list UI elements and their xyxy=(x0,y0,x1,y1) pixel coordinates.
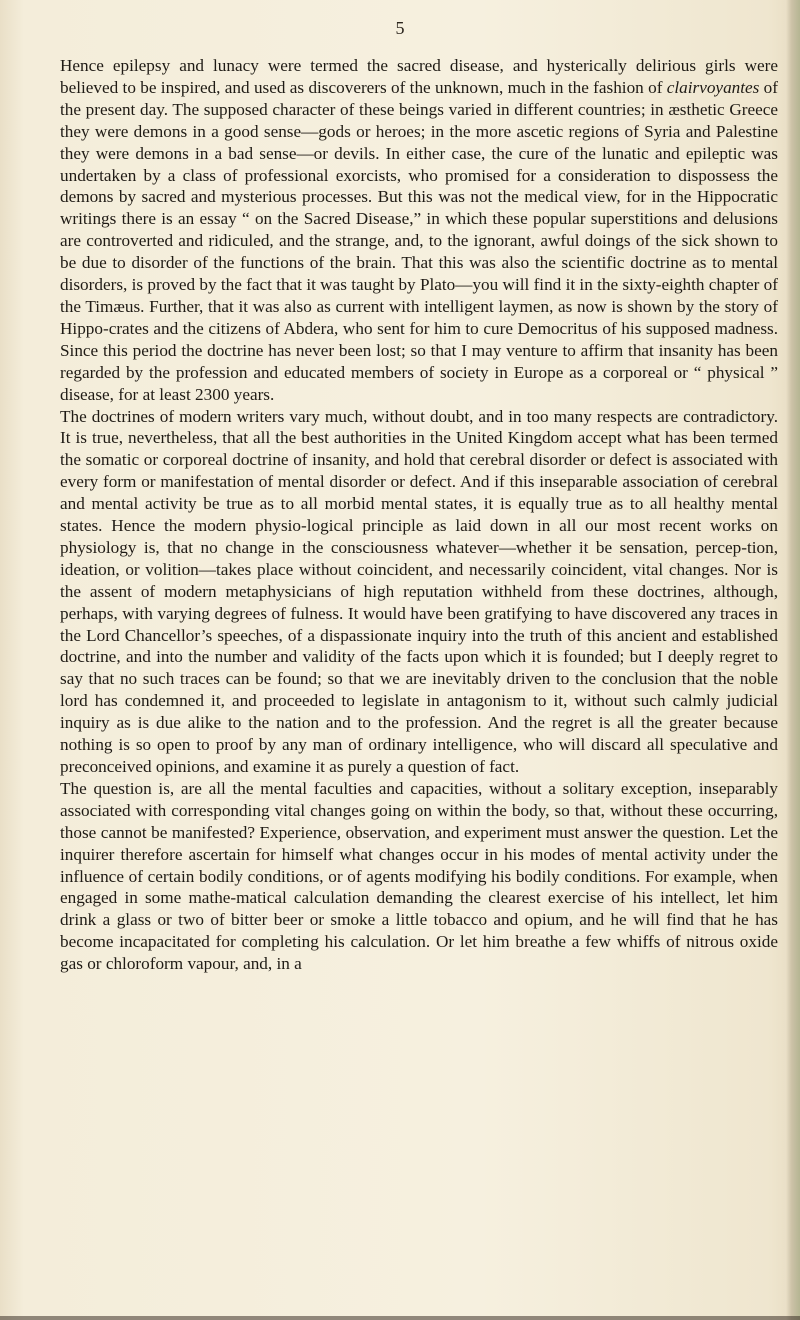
italic-term-clairvoyantes: clairvoyantes xyxy=(666,77,760,97)
body-text xyxy=(60,55,778,975)
page-number: 5 xyxy=(395,18,405,38)
paragraph-1 xyxy=(60,55,778,406)
paragraph-3 xyxy=(60,778,778,975)
page-edge-shadow xyxy=(786,0,800,1320)
paragraph-3-segment: The question is, are all the mental faculties and capacities, without a solitary exception, inseparably associated with corresponding vital changes going on within the body, so that, without these occurring, those cannot be manifested? Experience, observation, and experiment must answer the question. Let the inquirer therefore ascertain for himself what changes occur in his modes of mental activity under the influence of certain bodily conditions, or of agents modifying his bodily conditions. For example, when engaged in some mathe-matical calculation demanding the clearest exercise of his intellect, let him drink a glass or two of bitter beer or smoke a little tobacco and opium, and he will find that he has become incapacitated for completing his calculation. Or let him breathe a few whiffs of nitrous oxide gas or chloroform vapour, and, in a xyxy=(60,778,778,974)
paragraph-2 xyxy=(60,406,778,778)
paragraph-1-segment: of the present day. The supposed character of these beings varied in different countries; in æsthetic Greece they were demons in a good sense—gods or heroes; in the more ascetic regions of Syria and Palestine they were demons in a bad sense—or devils. In either case, the cure of the lunatic and epileptic was undertaken by a class of professional exorcists, who promised for a consideration to dispossess the demons by sacred and mysterious processes. But this was not the medical view, for in the Hippocratic writings there is an essay “ on the Sacred Disease,” in which these popular superstitions and delusions are controverted and ridiculed, and the strange, and, to the ignorant, awful doings of the sick shown to be due to disorder of the functions of the brain. That this was also the scientific doctrine as to mental disorders, is proved by the fact that it was taught by Plato—you will find it in the sixty-eighth chapter of the Timæus. Further, that it was also as current with intelligent laymen, as now is shown by the story of Hippo-crates and the citizens of Abdera, who sent for him to cure Democritus of his supposed madness. Since this period the doctrine has never been lost; so that I may venture to affirm that insanity has been regarded by the profession and educated members of society in Europe as a corporeal or “ physical ” disease, for at least 2300 years. xyxy=(60,77,778,404)
paragraph-2-segment: The doctrines of modern writers vary much, without doubt, and in too many respects are contradictory. It is true, nevertheless, that all the best authorities in the United Kingdom accept what has been termed the somatic or corporeal doctrine of insanity, and hold that cerebral disorder or defect is associated with every form or manifestation of mental disorder or defect. And if this inseparable association of cerebral and mental activity be true as to all morbid mental states, it is equally true as to all healthy mental states. Hence the modern physio-logical principle as laid down in all our most recent works on physiology is, that no change in the consciousness whatever—whether it be sensation, percep-tion, ideation, or volition—takes place without coincident, and necessarily coincident, vital changes. Nor is the assent of modern metaphysicians of high reputation withheld from these doctrines, although, perhaps, with varying degrees of fulness. It would have been gratifying to have discovered any traces in the Lord Chancellor’s speeches, of a dispassionate inquiry into the truth of this ancient and established doctrine, and into the number and validity of the facts upon which it is founded; but I deeply regret to say that no such traces can be found; so that we are inevitably driven to the conclusion that the noble lord has condemned it, and proceeded to legislate in antagonism to it, without such calmly judicial inquiry as is due alike to the nation and to the profession. And the regret is all the greater because nothing is so open to proof by any man of ordinary intelligence, who will discard all speculative and preconceived opinions, and examine it as purely a question of fact. xyxy=(60,406,778,776)
bottom-edge-rule xyxy=(0,1316,800,1320)
paragraph-1-segment: Hence epilepsy and lunacy were termed the sacred disease, and hysterically delirious girls were believed to be inspired, and used as discoverers of the unknown, much in the fashion of xyxy=(60,56,778,97)
